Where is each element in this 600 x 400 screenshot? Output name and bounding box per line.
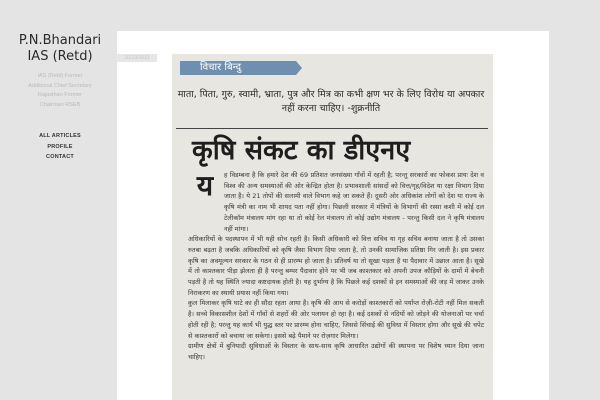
site-description-line: Rajasthan Former (37, 92, 83, 98)
clipping-paragraph: ह विडम्बना है कि हमारे देश की 69 प्रतिशत जनसंख्या गाँवों में रहती है; परन्तु सरकारों का फोकस प्रायः देश व विश्व की अन्य समस्याओं की ओर केन्द्रित होता है। प्रभावशाली सांसदों को वित्त/गृह/विदेश या रक्षा विभाग दिया जाता है। ये 21 तोपों की सलामी वाले विभाग कहे जा सकते हैं। दूसरी ओर अधिकांश लोगों को देश या राज्य के कृषि मंत्री का नाम भी शायद पता नहीं होगा। पिछली सरकार में मंत्रियों के विभागों की रस्सा कशी में कोई दल टेलीकॉम मंत्रालय मांग रहा था तो कोई रेल मंत्रालय तो कोई उद्योग मंत्रालय - परन्तु किसी दल ने कृषि मंत्रालय नहीं मांगा। (224, 171, 484, 233)
clipping-banner: विचार बिन्दु (180, 61, 296, 75)
site-description-line: Additional Chief Secretary (28, 82, 92, 89)
post-date[interactable]: 10/23/2013 (117, 54, 157, 62)
nav-item-profile[interactable]: PROFILE (47, 143, 73, 150)
site-description-line: IAS (Retd) Former (37, 73, 83, 79)
nav-item-contact[interactable]: CONTACT (46, 154, 74, 160)
clipping-headline: कृषि संकट का डीएनए (192, 135, 411, 166)
site-description-line: Chairman RSEB (39, 101, 81, 108)
post-content-area (117, 31, 549, 400)
clipping-divider (176, 128, 488, 129)
newspaper-clipping-image[interactable] (172, 54, 493, 400)
clipping-paragraph: कुल मिलाकर कृषि घाटे का ही सौदा रहता आया है। कृषि की आय से करोड़ों काश्तकारों को पर्याप्त रोज़ी-रोटी नहीं मिल सकती है। सच्चे विकासशील देशों में गाँवों से शहरों की ओर पलायन हो रहा है। कई दशकों से नदियों को जोड़ने की योजनाओं पर चर्चा होती रही है; परन्तु यह कार्य भी युद्ध स्तर पर प्रारम्भ होना चाहिए, जिससे सिंचाई की सुविधा में विस्तार होगा और सूखे की चपेट से काश्तकारों को बचाया जा सकेगा। इससे बढ़े पैमाने पर रोज़गार मिलेगा। (188, 299, 484, 340)
site-description (10, 72, 110, 110)
clipping-paragraph: ग्रामीण क्षेत्रों में बुनियादी सुविधाओं के विस्तार के साथ-साथ कृषि आधारित उद्योगों की स्थापना पर विशेष ध्यान दिया जाना चाहिए। (188, 342, 484, 361)
nav-item-all-articles[interactable]: ALL ARTICLES (39, 133, 81, 139)
clipping-paragraph: अधिकारियों के पदस्थापन में भी यही सोच रहती है। किसी अधिकारी को वित्त सचिव या गृह सचिव बनाया जाता है तो उसका रुतबा बढ़ता है जबकि अधिकारियों को कृषि जैसा विभाग दिया जाता है, तो उनकी सामाजिक प्रतिष्ठा गिर जाती है। इस प्रकार कृषि का अवमूल्यन सरकार के गठन से ही प्रारम्भ हो जाता है। प्रतिवर्ष या तो सूखा पड़ता है या पैदावार में उछाल आता है। सूखे में तो काश्तकार पीड़ा झेलता ही है परन्तु बम्पर पैदावार होने पर भी जब काश्तकार को अपनी उपज कौड़ियों के दामों में बेचनी पड़ती है तो यह स्थिति ज्यादा कष्टदायक होती है। यह दुर्भाग्य है कि पिछले कई दशकों से इन समस्याओं की जड़ में जाकर उनके निराकरण का स्थायी प्रयास नहीं किया गया। (188, 235, 484, 297)
sidebar (0, 0, 118, 400)
clipping-dropcap: य (196, 169, 214, 202)
main-nav (20, 131, 100, 163)
clipping-body (188, 170, 484, 363)
clipping-quote: माता, पिता, गुरु, स्वामी, भ्राता, पुत्र और मित्र का कभी क्षण भर के लिए विरोध या अपकार नहीं करना चाहिए। -शुक्रनीति (177, 89, 485, 114)
site-title[interactable]: P.N.Bhandari IAS (Retd) (18, 33, 102, 64)
